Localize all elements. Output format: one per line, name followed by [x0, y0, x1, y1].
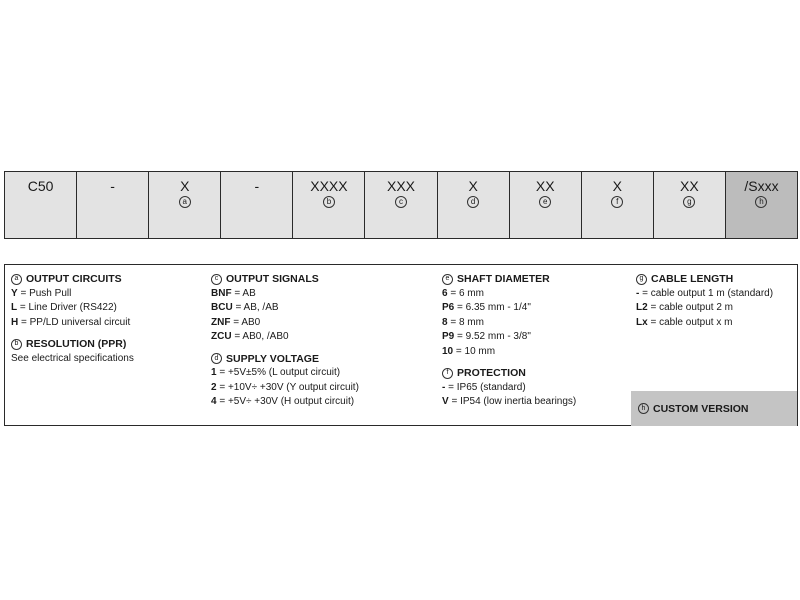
list-item: - = IP65 (standard)	[442, 381, 526, 393]
section-title-output-signals: c OUTPUT SIGNALS	[211, 272, 359, 287]
list-item: V = IP54 (low inertia bearings)	[442, 396, 577, 407]
list-item: ZCU = AB0, /AB0	[211, 331, 289, 342]
list-item: H = PP/LD universal circuit	[11, 316, 131, 328]
code-segment: XXX	[387, 178, 416, 194]
code-cell	[438, 172, 510, 238]
legend-column-2	[211, 272, 359, 410]
ref-circle-icon: e	[442, 274, 453, 285]
list-item: 10 = 10 mm	[442, 345, 496, 357]
list-item: P9 = 9.52 mm - 3/8"	[442, 331, 531, 342]
ref-circle-icon: f	[442, 368, 453, 379]
code-segment: XXXX	[310, 178, 348, 194]
ref-circle-icon: b	[323, 196, 335, 208]
ref-circle-icon: c	[211, 274, 222, 285]
ref-circle-icon: b	[11, 339, 22, 350]
code-segment: X	[468, 178, 478, 194]
legend-box	[4, 264, 798, 426]
legend-column-3	[442, 272, 576, 410]
code-cell	[510, 172, 582, 238]
list-item: Lx = cable output x m	[636, 316, 733, 328]
list-item: BCU = AB, /AB	[211, 302, 279, 313]
code-segment: XX	[680, 178, 699, 194]
section-title-protection: f PROTECTION	[442, 366, 576, 381]
resolution-text: See electrical specifications	[11, 352, 134, 364]
code-cell	[582, 172, 654, 238]
code-segment: XX	[535, 178, 555, 194]
list-item: 8 = 8 mm	[442, 316, 484, 328]
list-item: 2 = +10V÷ +30V (Y output circuit)	[211, 381, 359, 393]
ordering-code-row	[4, 171, 798, 239]
code-segment: C50	[27, 178, 54, 194]
ref-circle-icon: f	[611, 196, 623, 208]
code-cell	[149, 172, 221, 238]
list-item: L = Line Driver (RS422)	[11, 302, 117, 313]
code-cell	[5, 172, 77, 238]
list-item: - = cable output 1 m (standard)	[636, 287, 774, 299]
list-item: Y = Push Pull	[11, 287, 72, 299]
code-cell	[654, 172, 726, 238]
list-item: BNF = AB	[211, 287, 256, 299]
section-title-shaft-diameter: e SHAFT DIAMETER	[442, 272, 576, 287]
legend-column-1	[11, 272, 134, 366]
ref-circle-icon: h	[638, 403, 649, 414]
code-segment: /Sxxx	[744, 178, 779, 194]
code-segment: X	[612, 178, 622, 194]
list-item: 1 = +5V±5% (L output circuit)	[211, 367, 341, 378]
ref-circle-icon: d	[211, 353, 222, 364]
ref-circle-icon: e	[539, 196, 551, 208]
code-cell	[293, 172, 365, 238]
ref-circle-icon: g	[683, 196, 695, 208]
legend-column-4	[636, 272, 773, 330]
code-cell	[221, 172, 293, 238]
code-cell	[77, 172, 149, 238]
code-separator: -	[254, 178, 260, 194]
section-title-custom-version: h CUSTOM VERSION	[638, 403, 748, 415]
list-item: 4 = +5V÷ +30V (H output circuit)	[211, 396, 355, 407]
custom-version-block	[631, 391, 797, 426]
list-item: ZNF = AB0	[211, 316, 261, 328]
list-item: L2 = cable output 2 m	[636, 302, 734, 313]
ref-circle-icon: g	[636, 274, 647, 285]
ref-circle-icon: h	[755, 196, 767, 208]
ref-circle-icon: c	[395, 196, 407, 208]
code-cell-custom	[726, 172, 797, 238]
ref-circle-icon: a	[11, 274, 22, 285]
list-item: P6 = 6.35 mm - 1/4"	[442, 302, 531, 313]
code-segment: X	[180, 178, 190, 194]
section-title-cable-length: g CABLE LENGTH	[636, 272, 773, 287]
ref-circle-icon: a	[179, 196, 191, 208]
code-cell	[365, 172, 437, 238]
list-item: 6 = 6 mm	[442, 287, 484, 299]
section-title-output-circuits: a OUTPUT CIRCUITS	[11, 272, 134, 287]
code-separator: -	[110, 178, 115, 194]
section-title-resolution: b RESOLUTION (PPR)	[11, 337, 134, 352]
ref-circle-icon: d	[467, 196, 479, 208]
section-title-supply-voltage: d SUPPLY VOLTAGE	[211, 352, 359, 367]
